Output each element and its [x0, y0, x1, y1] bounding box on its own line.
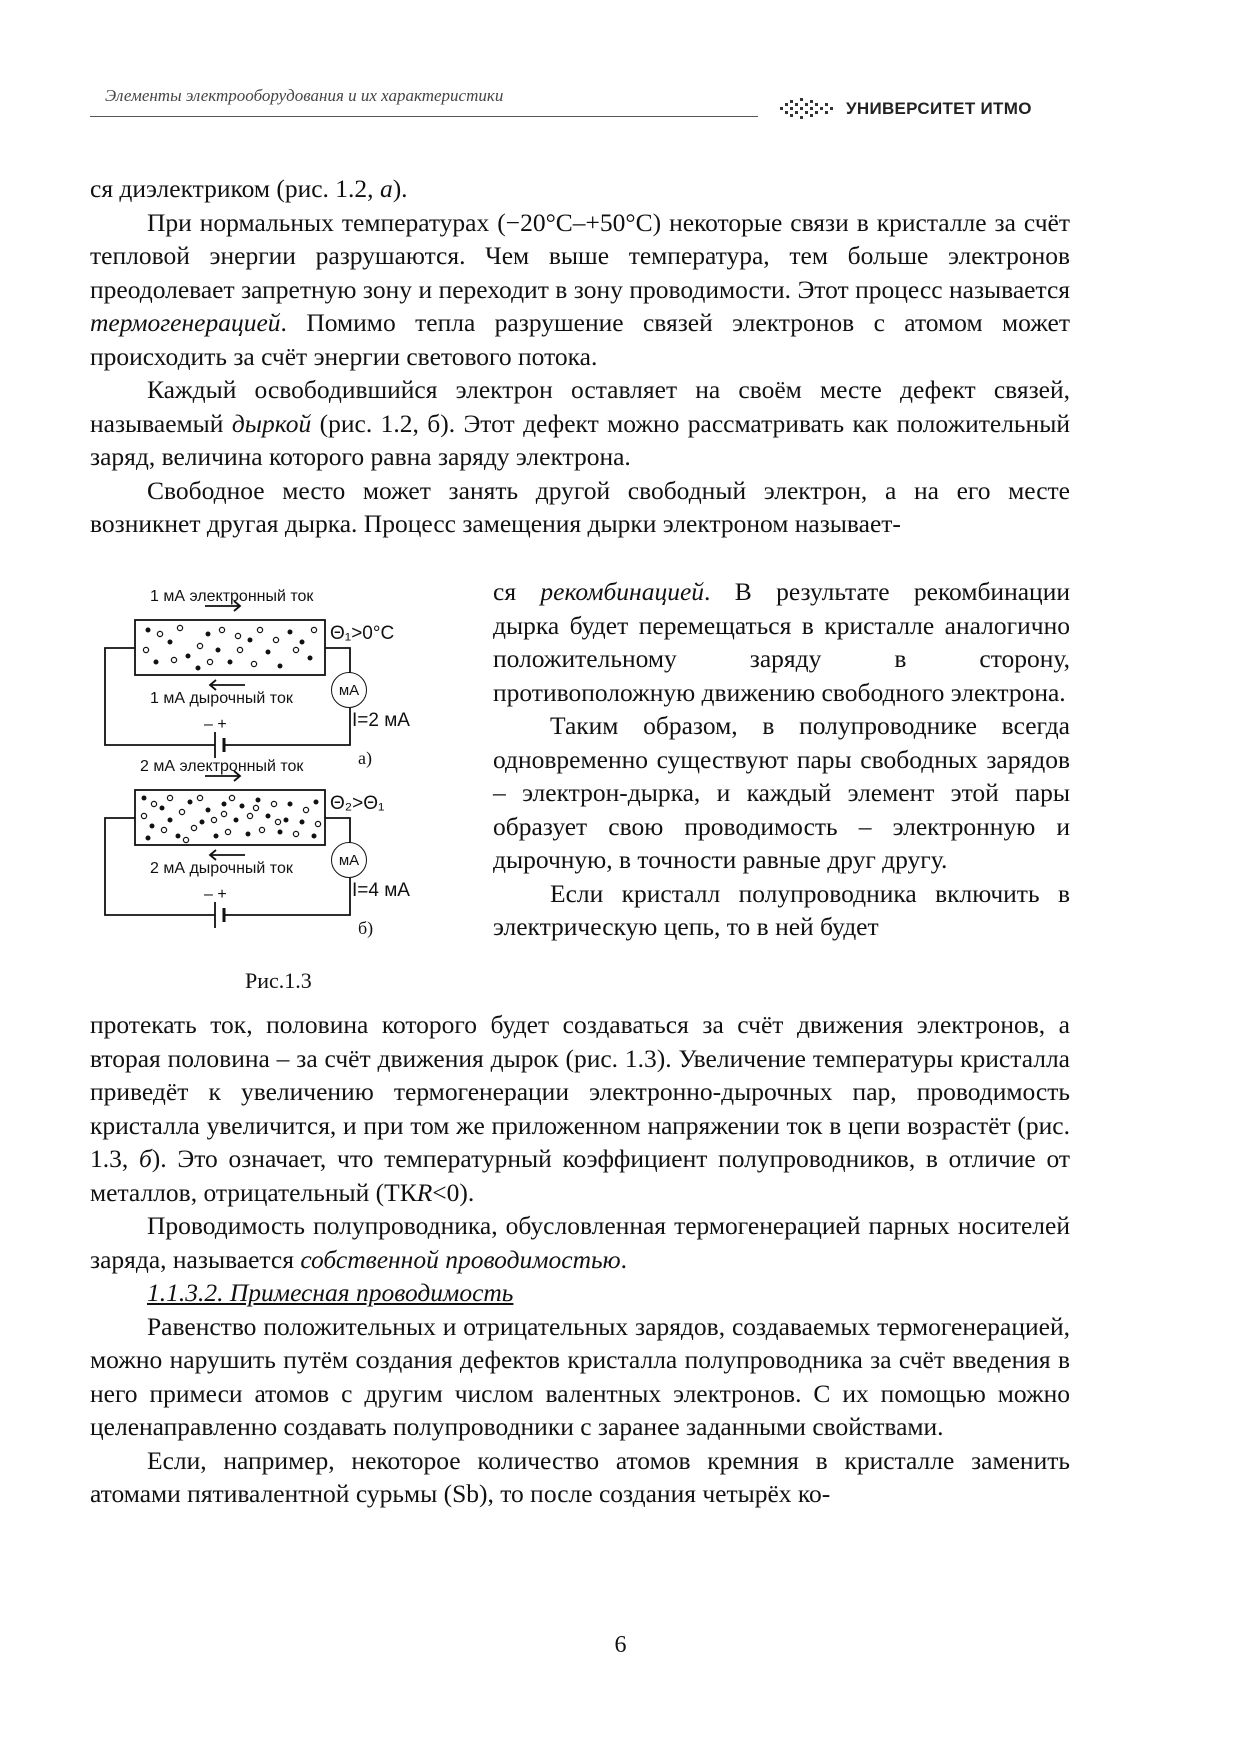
- text-block-bottom: [90, 1008, 1070, 1511]
- paragraph: Если, например, некоторое количество атомов кремния в кристалле заменить атомами пятивалентной сурьмы (Sb), то после создания четырёх ко-: [90, 1445, 1070, 1508]
- itmo-logo-icon: [780, 98, 838, 120]
- brand-name: УНИВЕРСИТЕТ ИТМО: [846, 99, 1032, 118]
- carriers-a: [143, 625, 316, 670]
- battery-signs-b: – +: [204, 886, 227, 903]
- wire-a-bottom-right: [224, 708, 350, 745]
- text-column-wrap: [493, 575, 1070, 944]
- paragraph: Проводимость полупроводника, обусловленная термогенерацией парных носителей заряда, называется собственной проводимостью.: [90, 1211, 1070, 1274]
- header-rule: [90, 116, 758, 117]
- current-label-a: I=2 мА: [352, 710, 410, 731]
- page-number: 6: [614, 1632, 627, 1658]
- running-header-title: Элементы электрооборудования и их характеристики: [105, 86, 504, 105]
- electron-current-label-a: 1 мА электронный ток: [150, 588, 314, 605]
- electron-current-label-b: 2 мА электронный ток: [140, 758, 304, 775]
- text-block-top: [90, 172, 1070, 541]
- paragraph: ся рекомбинацией. В результате рекомбинации дырка будет перемещаться в кристалле аналогично положительному заряду в сторону, противоположную движению свободного электрона.: [493, 577, 1070, 707]
- paragraph: Если кристалл полупроводника включить в электрическую цепь, то в ней будет: [493, 878, 1070, 941]
- paragraph: Свободное место может занять другой свободный электрон, а на его месте возникнет другая дырка. Процесс замещения дырки электроном называет-: [90, 475, 1070, 538]
- section-heading: 1.1.3.2. Примесная проводимость: [147, 1278, 514, 1307]
- university-logo: [780, 98, 1032, 120]
- subfigure-label-b: б): [358, 918, 374, 938]
- current-label-b: I=4 мА: [352, 880, 410, 901]
- temperature-label-a: Θ₁>0°С: [330, 623, 395, 644]
- paragraph: Таким образом, в полупроводнике всегда одновременно существуют пары свободных зарядов – электрон-дырка, и каждый элемент этой пары образует свою проводимость – электронную и дырочную, в точности равные друг другу.: [493, 711, 1070, 874]
- hole-current-label-b: 2 мА дырочный ток: [150, 860, 293, 877]
- ammeter-a: мА: [331, 672, 367, 708]
- temperature-label-b: Θ₂>Θ₁: [330, 793, 385, 814]
- wire-a-top-right: [325, 648, 350, 674]
- paragraph: Равенство положительных и отрицательных зарядов, создаваемых термогенерацией, можно нарушить путём создания дефектов кристалла полупроводника за счёт введения в него примеси атомов с другим числом валентных электронов. С их помощью можно целенаправленно создавать полупроводники с заранее заданными свойствами.: [90, 1311, 1070, 1441]
- paragraph: ся диэлектриком (рис. 1.2, а).: [90, 174, 408, 203]
- hole-current-label-a: 1 мА дырочный ток: [150, 690, 293, 707]
- figure-1-3: [90, 590, 480, 1020]
- wire-b-top-right: [325, 818, 350, 844]
- ammeter-b: мА: [331, 842, 367, 878]
- battery-signs-a: – +: [204, 716, 227, 733]
- paragraph: протекать ток, половина которого будет создаваться за счёт движения электронов, а вторая половина – за счёт движения дырок (рис. 1.3). Увеличение температуры кристалла приведёт к увеличению термогенерации электронно-дырочных пар, проводимость кристалла увеличится, и при том же приложенном напряжении ток в цепи возрастёт (рис. 1.3, б). Это означает, что температурный коэффициент полупроводников, в отличие от металлов, отрицательный (ТКR<0).: [90, 1010, 1071, 1207]
- subfigure-label-a: а): [358, 748, 372, 768]
- carriers-b: [141, 795, 320, 842]
- paragraph: При нормальных температурах (−20°С–+50°С) некоторые связи в кристалле за счёт тепловой энергии разрушаются. Чем выше температура, тем больше электронов преодолевает запретную зону и переходит в зону проводимости. Этот процесс называется термогенерацией. Помимо тепла разрушение связей электронов с атомом может происходить за счёт энергии светового потока.: [90, 207, 1070, 371]
- figure-caption: Рис.1.3: [245, 968, 312, 993]
- paragraph: Каждый освободившийся электрон оставляет на своём месте дефект связей, называемый дыркой (рис. 1.2, б). Этот дефект можно рассматривать как положительный заряд, величина которого равна заряду электрона.: [90, 375, 1070, 471]
- wire-b-bottom-right: [224, 878, 350, 915]
